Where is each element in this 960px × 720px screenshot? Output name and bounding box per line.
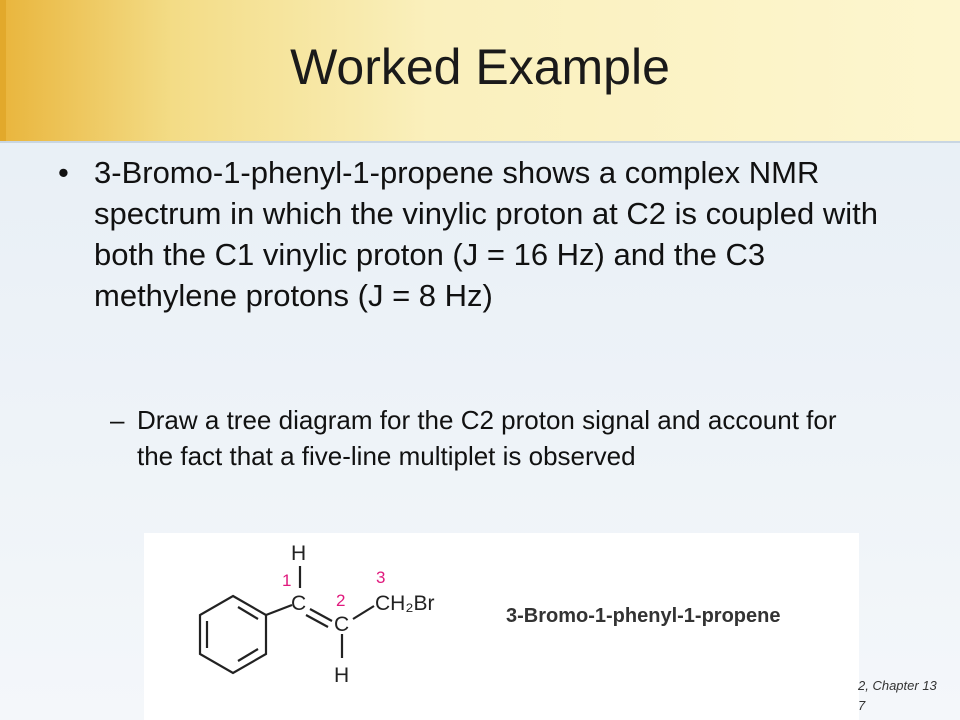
footer-chapter: 2, Chapter 13 [858,678,937,693]
atom-h-bottom: H [334,664,350,687]
bond-ring-c1 [266,605,292,615]
group-ch2br: CH₂Br [375,592,435,615]
footer-page: 7 [858,698,866,713]
sub-bullet-marker: – [110,405,125,435]
bullet-text: 3-Bromo-1-phenyl-1-propene shows a complex NMR spectrum in which the vinylic proton at C2 is coupled with both the C1 vinylic proton (J = 16 Hz) and the C3 methylene protons (J = 8 Hz) [94,155,878,313]
benzene-ring [200,596,266,673]
atom-h-top: H [291,542,307,565]
carbon-number-2: 2 [336,591,346,610]
structure-figure [144,533,859,720]
atom-c2: C [334,613,350,636]
carbon-number-1: 1 [282,571,292,590]
bullet-marker: • [58,155,69,190]
bond-c2-c3 [353,606,374,619]
slide-footer [858,676,960,716]
molecule-structure [144,533,859,720]
compound-name: 3-Bromo-1-phenyl-1-propene [506,605,781,627]
carbon-number-3: 3 [376,568,386,587]
atom-c1: C [291,592,307,615]
title-bar [0,0,960,143]
slide-title: Worked Example [290,39,670,95]
sub-bullet-text: Draw a tree diagram for the C2 proton signal and account for the fact that a five-line multiplet is observed [137,405,837,471]
